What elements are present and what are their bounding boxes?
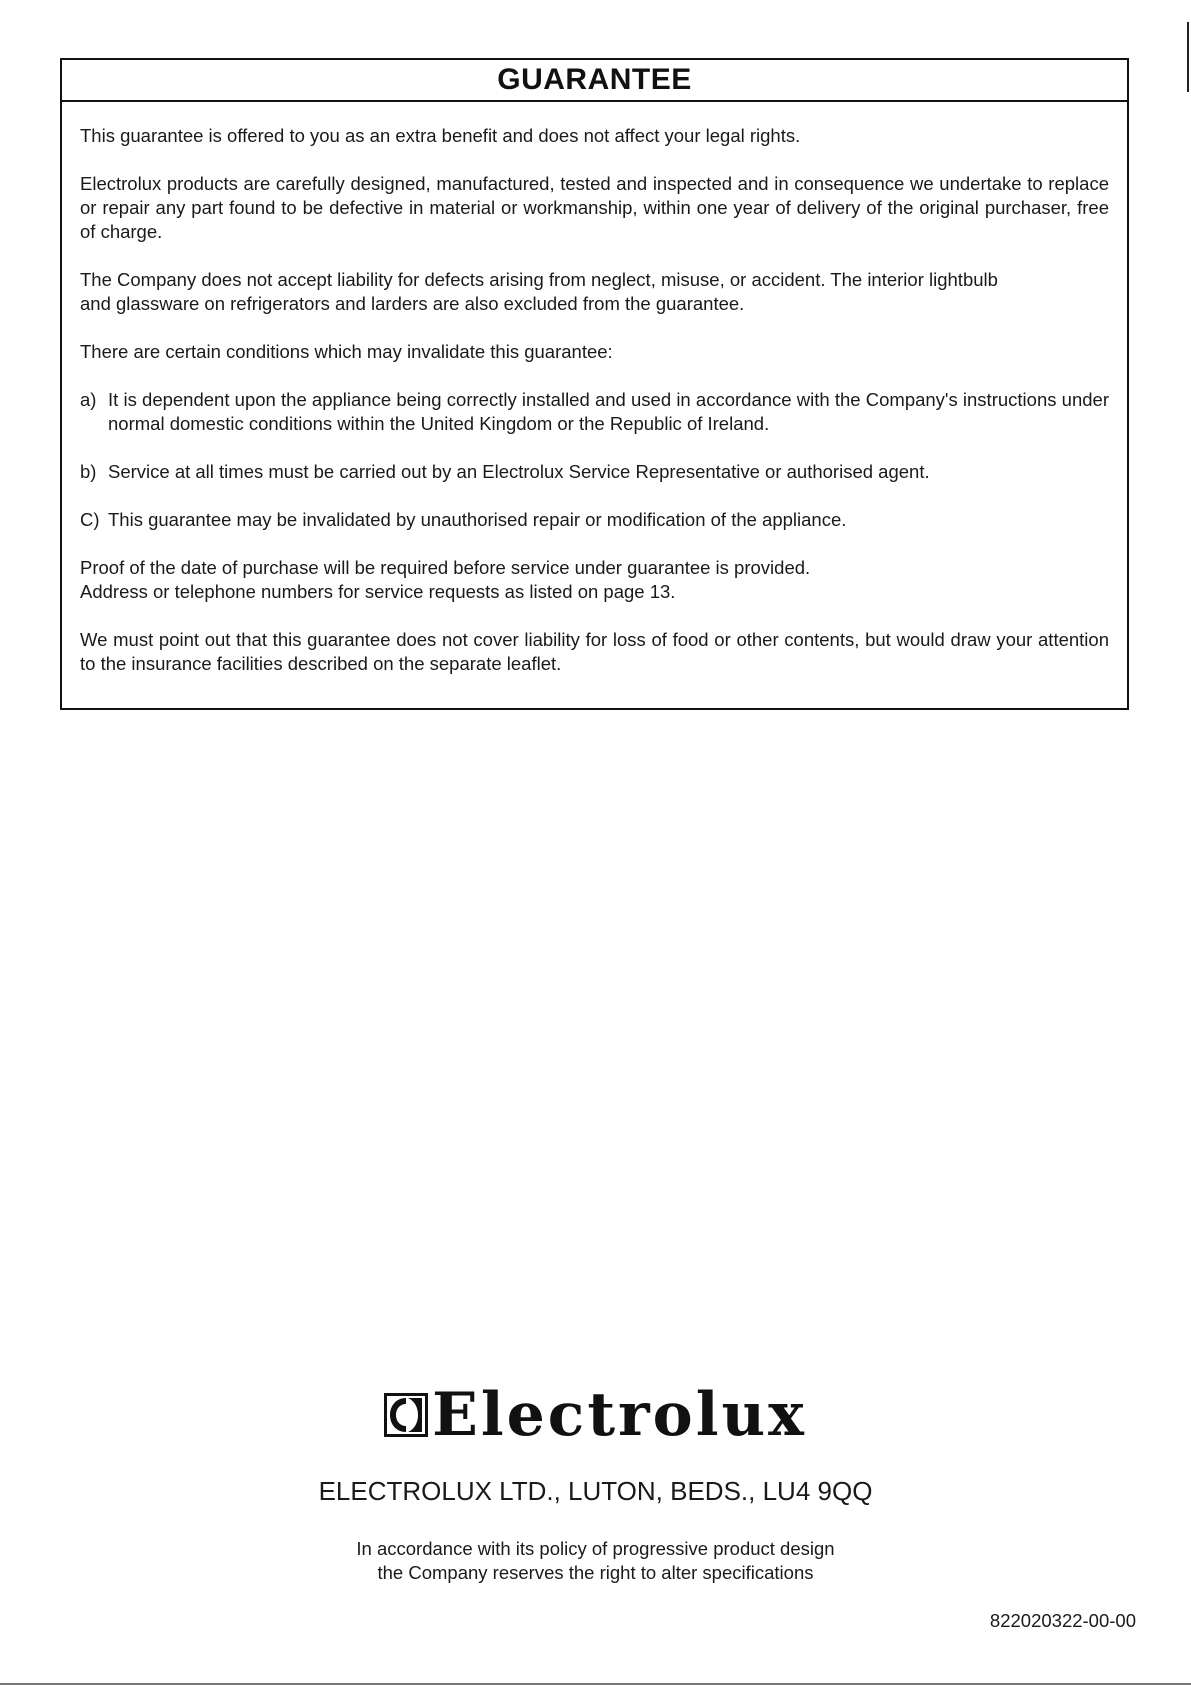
- document-number: 822020322-00-00: [989, 1610, 1136, 1631]
- guarantee-title: GUARANTEE: [62, 60, 1127, 102]
- proof-line-2: Address or telephone numbers for service requests as listed on page 13.: [80, 581, 676, 602]
- scan-edge-mark: [1187, 22, 1189, 92]
- condition-text: This guarantee may be invalidated by unauthorised repair or modification of the appliance.: [108, 509, 847, 530]
- condition-letter: C): [80, 509, 100, 530]
- condition-item: [80, 508, 1109, 532]
- conditions-intro: There are certain conditions which may invalidate this guarantee:: [80, 341, 613, 362]
- liability-line-1: The Company does not accept liability for defects arising from neglect, misuse, or accident. The interior lightbulb: [80, 269, 998, 290]
- brand-logo: [0, 1380, 1191, 1450]
- condition-letter: b): [80, 461, 97, 482]
- condition-item: [80, 460, 1109, 484]
- guarantee-body: [62, 102, 1127, 676]
- company-address: ELECTROLUX LTD., LUTON, BEDS., LU4 9QQ: [318, 1476, 873, 1506]
- condition-text: It is dependent upon the appliance being correctly installed and used in accordance with the Company's instructions under normal domestic conditions within the United Kingdom or the Republic of Ireland.: [108, 389, 1109, 434]
- policy-line-1: In accordance with its policy of progressive product design: [356, 1538, 835, 1559]
- intro-paragraph: This guarantee is offered to you as an extra benefit and does not affect your legal rights.: [80, 125, 801, 146]
- liability-line-2: and glassware on refrigerators and larders are also excluded from the guarantee.: [80, 293, 745, 314]
- electrolux-logo-icon: [384, 1393, 428, 1437]
- proof-paragraph: [80, 556, 1109, 604]
- condition-letter: a): [80, 389, 97, 410]
- policy-statement: [0, 1537, 1191, 1585]
- guarantee-box: [60, 58, 1129, 710]
- liability-paragraph: [80, 268, 1109, 316]
- condition-text: Service at all times must be carried out by an Electrolux Service Representative or authorised agent.: [108, 461, 930, 482]
- proof-line-1: Proof of the date of purchase will be required before service under guarantee is provided.: [80, 557, 811, 578]
- insurance-paragraph: We must point out that this guarantee does not cover liability for loss of food or other contents, but would draw your attention to the insurance facilities described on the separate leaflet.: [80, 629, 1109, 674]
- brand-wordmark: Electrolux: [432, 1380, 807, 1450]
- undertaking-paragraph: Electrolux products are carefully designed, manufactured, tested and inspected and in consequence we undertake to replace or repair any part found to be defective in material or workmanship, within one year of delivery of the original purchaser, free of charge.: [80, 173, 1109, 242]
- policy-line-2: the Company reserves the right to alter specifications: [377, 1562, 814, 1583]
- condition-item: [80, 388, 1109, 436]
